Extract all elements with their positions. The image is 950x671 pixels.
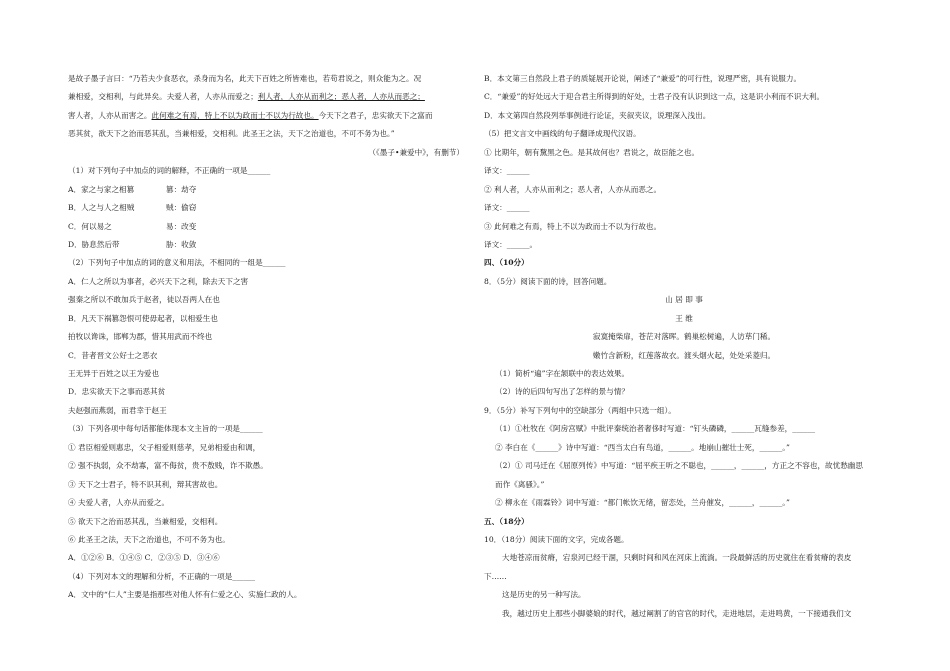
q10-paragraph-2: 这是历史的另一种写法。 bbox=[502, 590, 586, 600]
q3-line: ③ 天下之士君子，特不识其利，辩其害故也。 bbox=[68, 479, 223, 489]
underlined-sentence-2: 利人者，人亦从而利之；恶人者，人亦从而恶之； bbox=[257, 92, 425, 102]
q3-line: ⑤ 欲天下之治而恶其乱，当兼相爱，交相利。 bbox=[68, 516, 223, 526]
q2-line: 强秦之所以不敢加兵于赵者，徒以吾两人在也 bbox=[68, 295, 220, 305]
question-8: 8．（5分）阅读下面的诗，回答问题。 bbox=[484, 276, 612, 286]
translation-blank: 译文：______。 bbox=[484, 239, 538, 249]
poem-line: 寂寞掩柴扉，苍茫对落晖。鹤巢松树遍，人访荜门稀。 bbox=[592, 332, 776, 342]
q2-line: 王无异于百姓之以王为爱也 bbox=[68, 369, 160, 378]
q1-option-a: A．家之与家之相篡 篡：劫夺 bbox=[68, 184, 197, 194]
intro-line-2: 兼相爱，交相利，与此异矣。夫爱人者，人亦从而爱之；利人者，人亦从而利之；恶人者，人亦从而恶之； bbox=[68, 92, 425, 102]
left-column bbox=[68, 70, 472, 605]
q9-sub-4: ② 柳永在《雨霖铃》词中写道：“都门帐饮无绪，留恋处，兰舟催发，______，______。” bbox=[495, 498, 790, 508]
right-column bbox=[484, 70, 884, 623]
q10-paragraph-1: 大地苍凉而贫瘠，宕泉河已经干涸，只剩时间和风在河床上流淌。一段最鲜活的历史就住在看贫瘠的表皮 bbox=[502, 553, 852, 563]
question-3: （3）下列各项中每句话都能体现本文主旨的一项是______ bbox=[68, 424, 263, 434]
q5-sentence-2: ② 利人者，人亦从而利之；恶人者，人亦从而恶之。 bbox=[484, 184, 662, 194]
question-9: 9．（5分）补写下列句中的空缺部分（两组中只选一组）。 bbox=[484, 405, 676, 415]
translation-blank: 译文：______ bbox=[484, 166, 530, 176]
q5-sentence-1: ① 比期年，朝有黧黑之色。是其故何也？君说之，故臣能之也。 bbox=[484, 147, 700, 157]
q4-option-d: D．本文第四自然段列举事例进行论证，夹叙夹议，说理深入浅出。 bbox=[484, 110, 711, 120]
q1-option-d: D．胁息然后带 胁：收敛 bbox=[68, 239, 197, 249]
q3-line: ② 强不执弱，众不劫寡，富不侮贫，贵不敖贱，诈不欺愚。 bbox=[68, 461, 268, 471]
q2-line: 拍牧以谗诛，邯郸为郡，惜其用武而不终也 bbox=[68, 332, 213, 342]
q1-option-c: C．何以易之 易：改变 bbox=[68, 221, 197, 231]
q5-sentence-3: ③ 此何难之有焉，特上不以为政而士不以为行故也。 bbox=[484, 221, 662, 231]
intro-line-1: 是故子墨子言曰：“乃若夫少食恶衣，杀身而为名，此天下百姓之所皆难也，若苟君说之，则众能为之。况 bbox=[68, 74, 422, 83]
q2-line: 夫赵强而燕弱，而君幸于赵王 bbox=[68, 405, 167, 415]
poem-title: 山 居 即 事 bbox=[665, 295, 703, 305]
poem-author: 王 维 bbox=[675, 313, 693, 323]
q10-paragraph-3: 我，越过历史上那些小脚婆娘的时代，越过阐割了的官官的时代，走进地层，走进鸣黄，一下接通我们文 bbox=[502, 608, 852, 618]
section-5-heading: 五、（18分） bbox=[484, 516, 529, 526]
intro-line-3: 害人者，人亦从而害之。此何难之有焉，特上不以为政而士不以为行故也。今天下之君子，忠实欲天下之富而 bbox=[68, 110, 433, 120]
q1-option-b: B．人之与人之相贼 贼：偷窃 bbox=[68, 203, 197, 213]
q3-line: ⑥ 此圣王之法，天下之治道也，不可不务为也。 bbox=[68, 534, 230, 544]
poem-line: 嫩竹含新粉，红莲落故衣。渡头烟火起，处处采菱归。 bbox=[592, 350, 776, 360]
intro-line-4: 恶其贫，欲天下之治而恶其乱，当兼相爱，交相利。此圣王之法，天下之治道也，不可不务为也。” bbox=[68, 129, 395, 139]
q10-paragraph-1-cont: 下…… bbox=[484, 571, 507, 581]
q3-line: ④ 夫爱人者，人亦从而爱之。 bbox=[68, 498, 170, 508]
question-1: （1）对下列句子中加点的词的解释，不正确的一项是______ bbox=[68, 166, 271, 176]
q2-line: D．忠实欲天下之事而恶其贫 bbox=[68, 387, 166, 397]
question-5: （5）把文言文中画线的句子翻译成现代汉语。 bbox=[484, 129, 641, 139]
q4-option-a: A．文中的“仁人”主要是指那些对他人怀有仁爱之心、实施仁政的人。 bbox=[68, 590, 302, 600]
q9-sub-3: （2）① 司马迁在《屈原列传》中写道：“屈平疾王听之不聪也，______，______，方正之不容也，故忧愁幽思 bbox=[495, 461, 864, 471]
q3-line: ① 君臣相爱则惠忠，父子相爱则慈孝，兄弟相爱由和调， bbox=[68, 442, 261, 452]
underlined-sentence-3: 此何难之有焉，特上不以为政而士不以为行故也。 bbox=[151, 110, 319, 120]
q4-option-b: B．本文第三自然段上君子的质疑展开论说，阐述了“兼爱”的可行性，说理严密，具有说服力。 bbox=[484, 74, 802, 83]
q2-line: A．仁人之所以为事者，必兴天下之利，除去天下之害 bbox=[68, 276, 249, 286]
q2-line: C．昔者晋文公好士之恶衣 bbox=[68, 350, 158, 360]
translation-blank: 译文：______ bbox=[484, 203, 530, 213]
q9-sub-3-cont: 而作《离骚》。” bbox=[495, 479, 545, 489]
q2-line: B．凡天下祸篡怨恨可使毋起者，以相爱生也 bbox=[68, 313, 218, 323]
q8-sub-2: （2）诗的后四句写出了怎样的景与情？ bbox=[495, 387, 629, 397]
q9-sub-1: （1）①杜牧在《阿房宫赋》中批评秦统治者奢侈时写道：“钉头磷磷，______瓦缝参差，______ bbox=[495, 424, 816, 434]
q3-answer-options: A．①②⑥ B．①④⑤ C．②③⑤ D．③④⑥ bbox=[68, 553, 220, 563]
section-4-heading: 四、（10分） bbox=[484, 258, 529, 268]
q4-option-c: C．“兼爱”的好处远大于迎合君主所得到的好处，士君子没有认识到这一点，这是识小利而不识大利。 bbox=[484, 92, 825, 102]
question-10: 10．（18分）阅读下面的文字，完成各题。 bbox=[484, 534, 629, 544]
source-citation: （《墨子•兼爱中》，有删节） bbox=[368, 147, 464, 157]
question-2: （2）下列句子中加点的词的意义和用法，不相同的一组是______ bbox=[68, 258, 286, 268]
question-4: （4）下列对本文的理解和分析，不正确的一项是______ bbox=[68, 571, 256, 581]
q9-sub-2: ② 李白在《______》诗中写道：“西当太白有鸟道，______。地崩山摧壮士死，______。” bbox=[495, 442, 790, 452]
q8-sub-1: （1）简析“遍”字在颔联中的表达效果。 bbox=[495, 369, 630, 378]
